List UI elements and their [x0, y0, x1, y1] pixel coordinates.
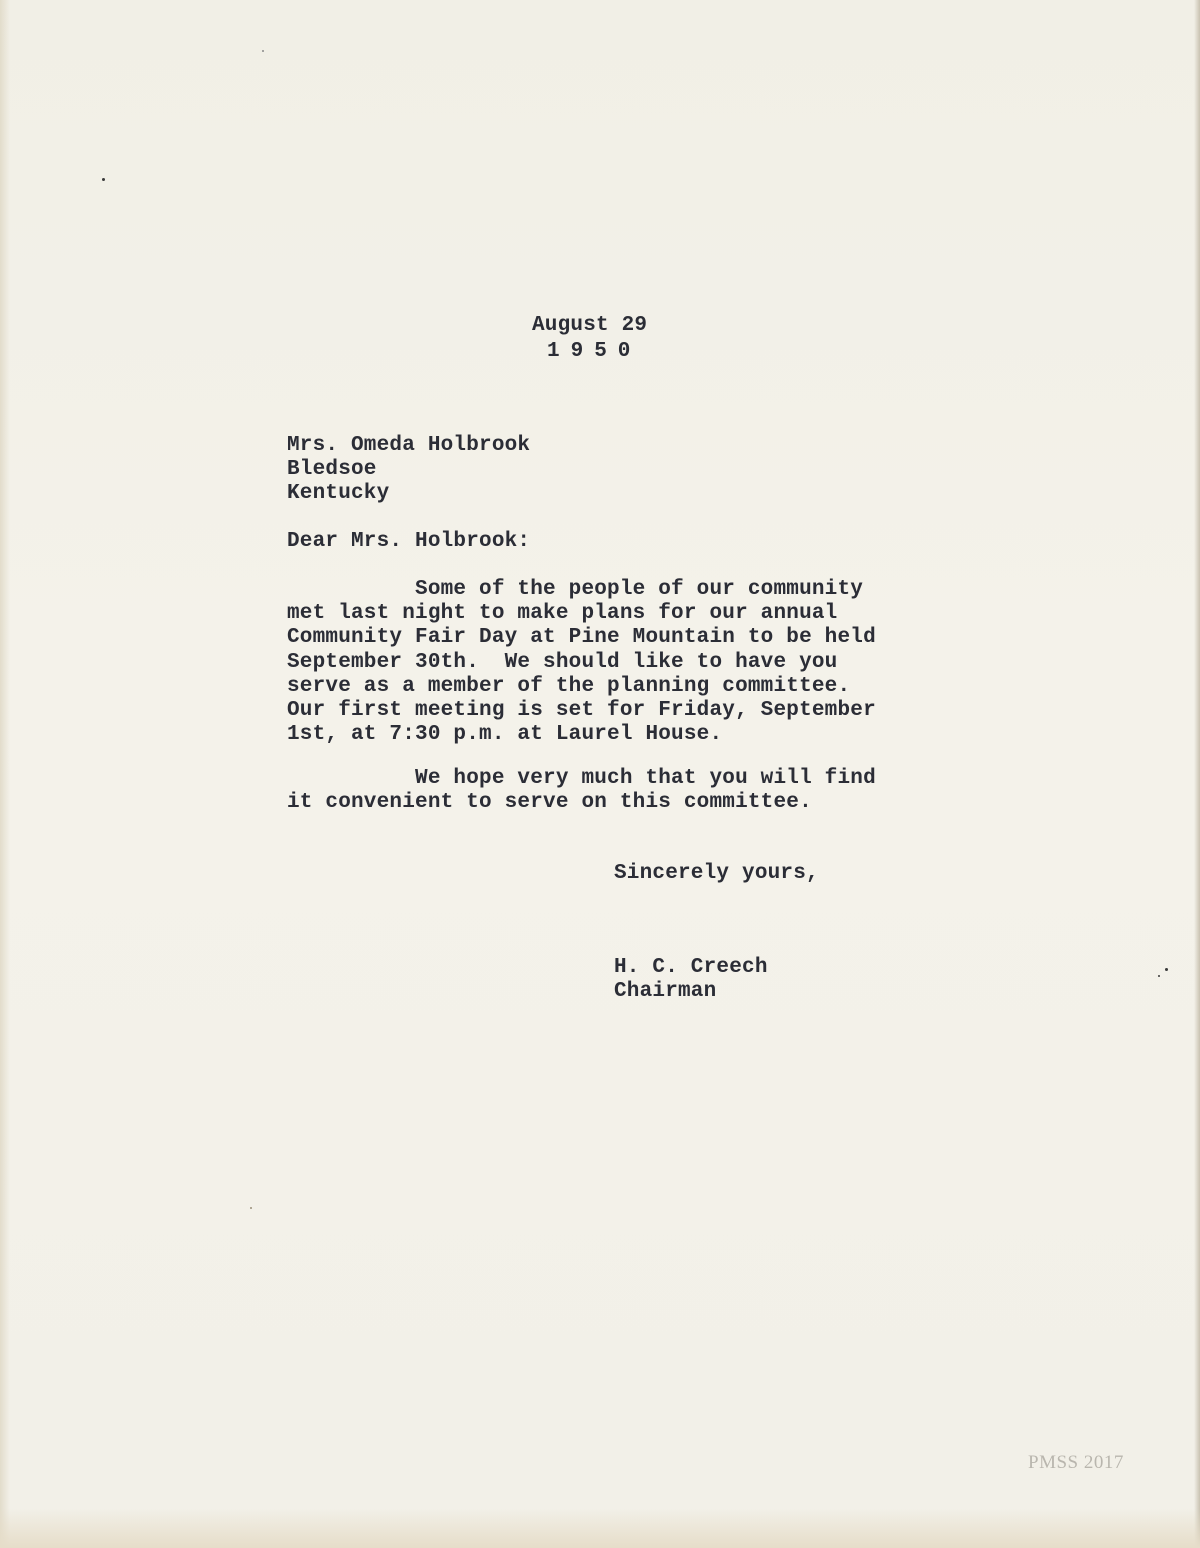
recipient-name: Mrs. Omeda Holbrook: [287, 434, 531, 457]
page-edge-shadow-bottom: [0, 1508, 1200, 1548]
page-edge-shadow-left: [0, 0, 10, 1548]
recipient-state: Kentucky: [287, 482, 390, 505]
paper-speck: [1165, 968, 1168, 971]
recipient-town: Bledsoe: [287, 458, 377, 481]
signature-title: Chairman: [614, 980, 717, 1003]
body-paragraph-1: Some of the people of our community met last night to make plans for our annual Community Fair Day at Pine Mountain to be held September 30th. We should like to have you serve as a member of the planning committee. Our first meeting is set for Friday, September 1st, at 7:30 p.m. at Laurel House.: [287, 578, 876, 747]
signature-name: H. C. Creech: [614, 956, 768, 979]
page-edge-shadow-right: [1194, 0, 1200, 1548]
letter-date: August 29: [532, 314, 648, 337]
body-paragraph-2: We hope very much that you will find it convenient to serve on this committee.: [287, 767, 876, 815]
archive-watermark: PMSS 2017: [1028, 1452, 1124, 1473]
paper-speck: [1158, 975, 1160, 977]
letter-year: 1950: [547, 340, 642, 363]
closing: Sincerely yours,: [614, 862, 819, 885]
salutation: Dear Mrs. Holbrook:: [287, 530, 531, 553]
paper-speck: [250, 1207, 252, 1209]
paper-speck: [102, 178, 105, 181]
paper-speck: [262, 50, 264, 52]
